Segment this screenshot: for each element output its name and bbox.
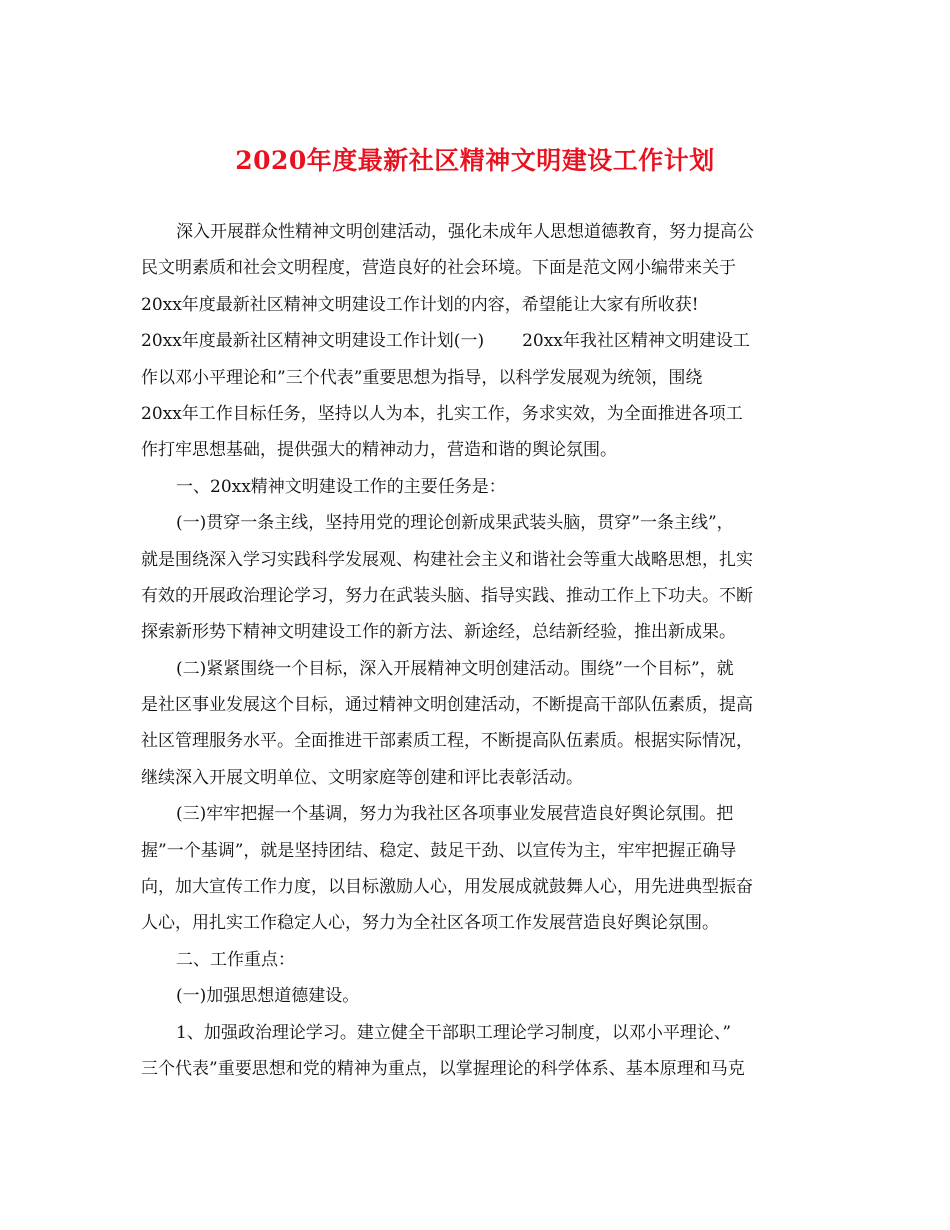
text-line <box>141 214 821 250</box>
text-line-segment: 1、加强政治理论学习。建立健全干部职工理论学习制度，以邓小平理论、” <box>176 1022 732 1043</box>
text-line-segment: 探索新形势下精神文明建设工作的新方法、新途经，总结新经验，推出新成果。 <box>141 622 736 643</box>
text-line-segment: 有效的开展政治理论学习，努力在武装头脑、指导实践、推动工作上下功夫。不断 <box>141 585 753 606</box>
text-line-segment: 20xx年度最新社区精神文明建设工作计划(一) <box>141 331 485 352</box>
text-line <box>141 469 821 505</box>
text-line <box>141 1051 821 1087</box>
text-line-segment: 作以邓小平理论和”三个代表”重要思想为指导，以科学发展观为统领，围绕 <box>141 367 703 388</box>
text-line-segment: 20xx年工作目标任务，坚持以人为本，扎实工作，务求实效，为全面推进各项工 <box>141 403 743 424</box>
text-line <box>141 578 821 614</box>
text-line <box>141 796 821 832</box>
text-line <box>141 1015 821 1051</box>
text-line-segment: 一、20xx精神文明建设工作的主要任务是： <box>176 476 506 497</box>
text-line-segment: 民文明素质和社会文明程度，营造良好的社会环境。下面是范文网小编带来关于 <box>141 258 736 279</box>
document-body <box>141 214 821 1087</box>
text-line-segment: 就是围绕深入学习实践科学发展观、构建社会主义和谐社会等重大战略思想，扎实 <box>141 549 753 570</box>
text-line <box>141 505 821 541</box>
text-line-segment: 二、工作重点： <box>176 949 295 970</box>
text-line <box>141 869 821 905</box>
text-line-segment: 向，加大宣传工作力度，以目标激励人心，用发展成就鼓舞人心，用先进典型振奋 <box>141 877 753 898</box>
text-line <box>141 396 821 432</box>
text-line <box>141 760 821 796</box>
text-line <box>141 542 821 578</box>
text-line-segment: 20xx年度最新社区精神文明建设工作计划的内容，希望能让大家有所收获! <box>141 294 699 315</box>
text-line-segment: (一)加强思想道德建设。 <box>176 986 360 1007</box>
text-line-segment: 作打牢思想基础，提供强大的精神动力，营造和谐的舆论氛围。 <box>141 440 617 461</box>
text-line <box>141 687 821 723</box>
text-line-segment: 继续深入开展文明单位、文明家庭等创建和评比表彰活动。 <box>141 767 583 788</box>
text-line <box>141 723 821 759</box>
text-line <box>141 360 821 396</box>
text-line-segment: 三个代表”重要思想和党的精神为重点，以掌握理论的科学体系、基本原理和马克 <box>141 1058 745 1079</box>
text-line <box>141 250 821 286</box>
text-line-segment: (二)紧紧围绕一个目标，深入开展精神文明创建活动。围绕”一个目标”，就 <box>176 658 734 679</box>
text-line-segment: 社区管理服务水平。全面推进干部素质工程，不断提高队伍素质。根据实际情况， <box>141 731 753 752</box>
text-line <box>141 833 821 869</box>
text-line <box>141 942 821 978</box>
text-line <box>141 905 821 941</box>
text-line <box>141 978 821 1014</box>
text-line-segment: 是社区事业发展这个目标，通过精神文明创建活动，不断提高干部队伍素质，提高 <box>141 695 753 716</box>
text-line <box>141 432 821 468</box>
text-line <box>141 651 821 687</box>
document-title: 2020年度最新社区精神文明建设工作计划 <box>235 146 715 175</box>
text-line-segment: 握”一个基调”，就是坚持团结、稳定、鼓足干劲、以宣传为主，牢牢把握正确导 <box>141 840 737 861</box>
text-line-segment: (一)贯穿一条主线，坚持用党的理论创新成果武装头脑，贯穿”一条主线”， <box>176 513 734 534</box>
text-line <box>141 614 821 650</box>
text-line-segment: 深入开展群众性精神文明创建活动，强化未成年人思想道德教育，努力提高公 <box>176 222 754 242</box>
text-line <box>141 287 821 323</box>
text-line <box>141 323 821 359</box>
text-line-segment: 人心，用扎实工作稳定人心，努力为全社区各项工作发展营造良好舆论氛围。 <box>141 913 719 934</box>
text-line-segment: (三)牢牢把握一个基调，努力为我社区各项事业发展营造良好舆论氛围。把 <box>176 804 734 825</box>
text-line-segment: 20xx年我社区精神文明建设工 <box>522 331 750 352</box>
